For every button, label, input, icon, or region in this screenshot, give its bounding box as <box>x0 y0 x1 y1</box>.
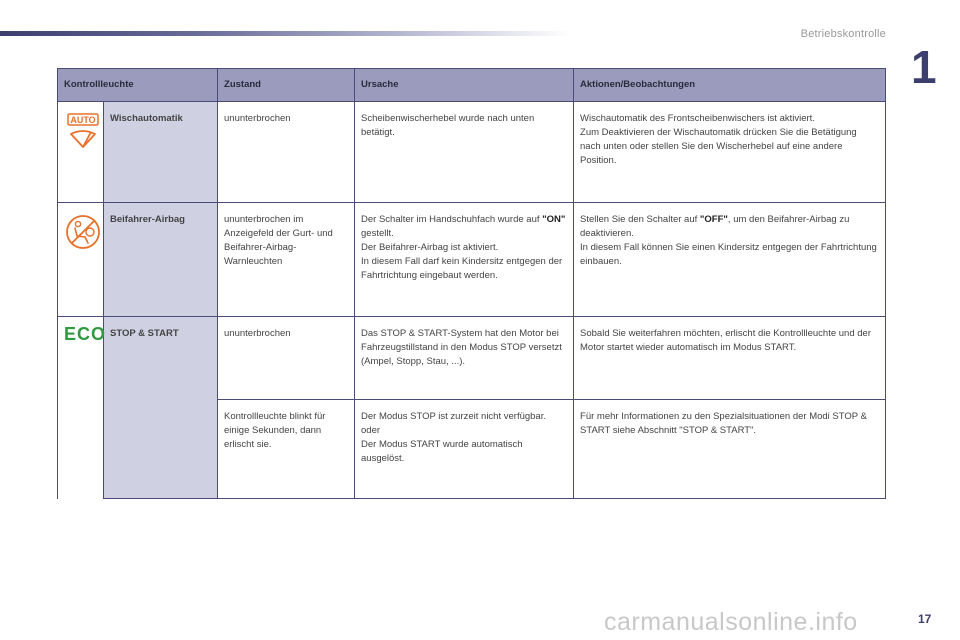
table-header-row <box>58 69 886 102</box>
aktionen-cell <box>574 203 886 317</box>
ursache-cell <box>355 203 574 317</box>
header-gradient-bar <box>0 31 570 36</box>
aktionen-cell: Wischautomatik des Frontscheibenwischers ist aktiviert. Zum Deaktivieren der Wischautomatik drücken Sie die Betätigung nach unten oder stellen Sie den Wischerhebel auf eine andere Position. <box>574 102 886 203</box>
aktionen-cell: Für mehr Informationen zu den Spezialsituationen der Modi STOP & START siehe Abschnitt "STOP & START". <box>574 400 886 499</box>
page-number: 17 <box>918 612 932 626</box>
zustand-cell: ununterbrochen <box>218 317 355 400</box>
aktionen-text: Stellen Sie den Schalter auf <box>580 214 700 225</box>
ursache-text: Der Schalter im Handschuhfach wurde auf <box>361 214 540 225</box>
col-header-kontrollleuchte: Kontrollleuchte <box>58 69 218 102</box>
icon-cell <box>58 102 104 203</box>
ursache-bold-on: "ON" <box>542 214 566 225</box>
watermark: carmanualsonline.info <box>604 608 858 636</box>
section-title: Betriebskontrolle <box>800 28 886 40</box>
wiper-auto-icon <box>64 112 102 152</box>
col-header-aktionen: Aktionen/Beobachtungen <box>574 69 886 102</box>
aktionen-text-rest: In diesem Fall können Sie einen Kindersitz entgegen der Fahrtrichtung einbauen. <box>580 242 877 267</box>
col-header-zustand: Zustand <box>218 69 355 102</box>
aktionen-bold-off: "OFF" <box>699 214 728 225</box>
light-name: Beifahrer-Airbag <box>104 203 218 317</box>
ursache-cell: Das STOP & START-System hat den Motor bei Fahrzeugstillstand in den Modus STOP versetzt (Ampel, Stopp, Stau, ...). <box>355 317 574 400</box>
light-name: Wischautomatik <box>104 102 218 203</box>
ursache-cell: Der Modus STOP ist zurzeit nicht verfügbar. oder Der Modus START wurde automatisch ausgelöst. <box>355 400 574 499</box>
zustand-cell: ununterbrochen im Anzeigefeld der Gurt- und Beifahrer-Airbag-Warnleuchten <box>218 203 355 317</box>
airbag-off-icon <box>64 213 102 251</box>
table-row <box>58 317 886 400</box>
chapter-number: 1 <box>911 41 937 93</box>
ursache-text-post: gestellt. <box>361 228 394 239</box>
svg-text:AUTO: AUTO <box>70 115 96 125</box>
icon-cell <box>58 317 107 499</box>
light-name: STOP & START <box>104 317 218 499</box>
icon-cell <box>58 203 104 317</box>
zustand-cell: ununterbrochen <box>218 102 355 203</box>
zustand-cell: Kontrollleuchte blinkt für einige Sekunden, dann erlischt sie. <box>218 400 355 499</box>
col-header-ursache: Ursache <box>355 69 574 102</box>
ursache-cell: Scheibenwischerhebel wurde nach unten betätigt. <box>355 102 574 203</box>
aktionen-cell: Sobald Sie weiterfahren möchten, erlischt die Kontrollleuchte und der Motor startet wieder automatisch im Modus START. <box>574 317 886 400</box>
warning-lights-table <box>57 68 886 499</box>
ursache-text-rest: Der Beifahrer-Airbag ist aktiviert. In diesem Fall darf kein Kindersitz entgegen der Fahrtrichtung eingebaut werden. <box>361 242 563 281</box>
table-row <box>58 203 886 317</box>
eco-icon: ECO <box>64 324 107 344</box>
table-row <box>58 102 886 203</box>
aktionen-text-post: , um den Beifahrer-Airbag zu deaktivieren. <box>580 214 850 239</box>
